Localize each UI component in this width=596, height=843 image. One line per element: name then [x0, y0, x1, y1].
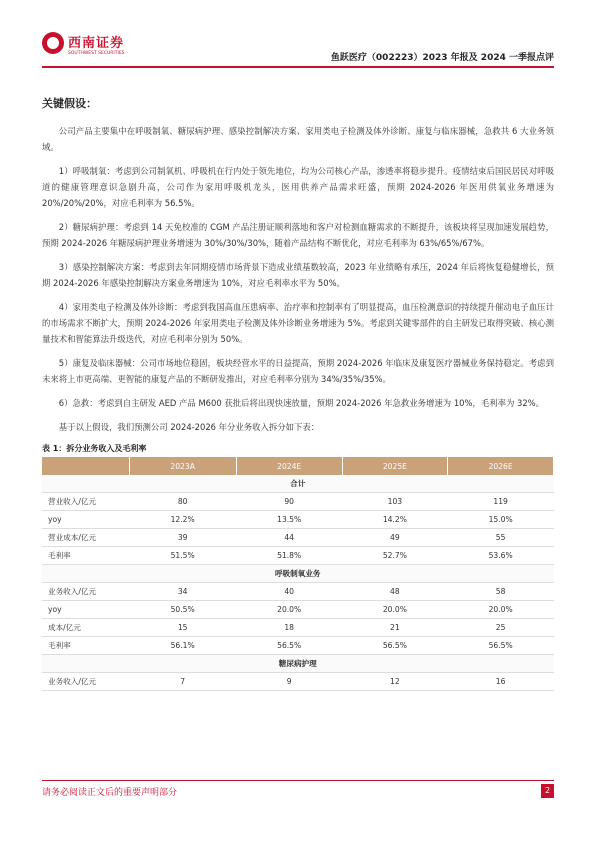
table-cell: 49: [342, 529, 448, 547]
table-cell: 21: [342, 619, 448, 637]
table-cell: 16: [448, 673, 554, 691]
table-cell: 20.0%: [342, 601, 448, 619]
table-header-row: [42, 458, 554, 476]
table-cell: 58: [448, 583, 554, 601]
table-cell: 34: [129, 583, 236, 601]
paragraph: 4）家用类电子检测及体外诊断：考虑到我国高血压患病率、治疗率和控制率有了明显提高，血压检测意识的持续提升催动电子血压计的市场需求不断扩大，预期 2024-2026 年家用类电子检测及体外诊断业务增速为 5%。考虑到关键零部件的自主研发已取得突破、核心测量技术和智能算法升级迭代，对应毛利率分别为 50%。: [42, 302, 554, 344]
column-header: [42, 458, 129, 476]
row-label: yoy: [42, 511, 129, 529]
table-cell: 9: [236, 673, 342, 691]
table-cell: 39: [129, 529, 236, 547]
table-section-row: [42, 655, 554, 673]
table-cell: 90: [236, 493, 342, 511]
section-name: 呼吸制氧业务: [42, 565, 554, 583]
table-cell: 55: [448, 529, 554, 547]
table-cell: 56.5%: [236, 637, 342, 655]
paragraph: 基于以上假设，我们预测公司 2024-2026 年分业务收入拆分如下表：: [58, 422, 320, 432]
column-header: 2023A: [129, 458, 236, 476]
column-header: 2024E: [236, 458, 342, 476]
section-name: 合计: [42, 475, 554, 493]
table-row: [42, 619, 554, 637]
table-cell: 44: [236, 529, 342, 547]
table-cell: 51.8%: [236, 547, 342, 565]
footer-divider: [42, 780, 554, 781]
table-row: [42, 511, 554, 529]
table-cell: 103: [342, 493, 448, 511]
page-number: 2: [541, 784, 554, 798]
paragraph: 3）感染控制解决方案：考虑到去年同期疫情市场背景下造成业绩基数较高，2023 年业绩略有承压，2024 年后将恢复稳健增长，预期 2024-2026 年感染控制解决方案业务增速为 10%，对应毛利率水平为 50%。: [42, 262, 554, 288]
table-cell: 20.0%: [448, 601, 554, 619]
table-cell: 119: [448, 493, 554, 511]
column-header: 2025E: [342, 458, 448, 476]
row-label: 业务收入/亿元: [42, 583, 129, 601]
page-header: [42, 30, 554, 68]
column-header: 2026E: [448, 458, 554, 476]
row-label: 营业成本/亿元: [42, 529, 129, 547]
table-cell: 15.0%: [448, 511, 554, 529]
logo-name-en: SOUTHWEST SECURITIES: [68, 51, 125, 56]
row-label: 业务收入/亿元: [42, 673, 129, 691]
section-title: 关键假设：: [42, 97, 97, 110]
disclaimer-note: 请务必阅读正文后的重要声明部分: [42, 788, 178, 798]
paragraph: 公司产品主要集中在呼吸制氧、糖尿病护理、感染控制解决方案、家用类电子检测及体外诊断、康复与临床器械，急救共 6 大业务领域。: [42, 126, 554, 152]
table-title: 表 1：拆分业务收入及毛利率: [42, 444, 147, 453]
row-label: 成本/亿元: [42, 619, 129, 637]
table-cell: 50.5%: [129, 601, 236, 619]
row-label: yoy: [42, 601, 129, 619]
report-title: 鱼跃医疗（002223）2023 年报及 2024 一季报点评: [330, 53, 554, 63]
table-cell: 52.7%: [342, 547, 448, 565]
table-cell: 12.2%: [129, 511, 236, 529]
table-row: [42, 529, 554, 547]
row-label: 毛利率: [42, 637, 129, 655]
table-cell: 18: [236, 619, 342, 637]
paragraph: 2）糖尿病护理：考虑到 14 天免校准的 CGM 产品注册证顺利落地和客户对检测血糖需求的不断提升，该板块将呈现加速发展趋势，预期 2024-2026 年糖尿病护理业务增速为 30%/30%/30%，随着产品结构不断优化，对应毛利率为 63%/65%/67%。: [42, 222, 554, 248]
logo-name: 西南证券: [68, 36, 125, 51]
revenue-table: [42, 457, 554, 691]
table-cell: 20.0%: [236, 601, 342, 619]
table-cell: 56.5%: [448, 637, 554, 655]
table-row: [42, 637, 554, 655]
logo-mark-icon: [42, 32, 64, 54]
header-divider: [42, 66, 554, 68]
table-row: [42, 547, 554, 565]
table-cell: 7: [129, 673, 236, 691]
table-cell: 40: [236, 583, 342, 601]
table-row: [42, 601, 554, 619]
table-section-row: [42, 475, 554, 493]
table-row: [42, 493, 554, 511]
row-label: 营业收入/亿元: [42, 493, 129, 511]
table-cell: 48: [342, 583, 448, 601]
paragraph: 5）康复及临床器械：公司市场地位稳固，板块经营水平的日益提高，预期 2024-2026 年临床及康复医疗器械业务保持稳定。考虑到未来将上市更高端、更智能的康复产品的不断研发推出，对应毛利率分别为 34%/35%/35%。: [42, 358, 554, 384]
paragraph: 6）急救：考虑到自主研发 AED 产品 M600 获批后将出现快速放量，预期 2024-2026 年急救业务增速为 10%，毛利率为 32%。: [58, 398, 544, 408]
table-cell: 80: [129, 493, 236, 511]
table-row: [42, 673, 554, 691]
table-cell: 14.2%: [342, 511, 448, 529]
company-logo: [42, 32, 162, 66]
table-cell: 25: [448, 619, 554, 637]
table-cell: 12: [342, 673, 448, 691]
table-cell: 13.5%: [236, 511, 342, 529]
section-name: 糖尿病护理: [42, 655, 554, 673]
table-row: [42, 583, 554, 601]
row-label: 毛利率: [42, 547, 129, 565]
paragraph: 1）呼吸制氧：考虑到公司制氧机、呼吸机在行内处于领先地位，均为公司核心产品，渗透率将稳步提升。疫情结束后国民居民对呼吸道的健康管理意识急剧升高，公司作为家用呼吸机龙头，医用供养产品需求旺盛，预期 2024-2026 年医用供氧业务增速为 20%/20%/20%，对应毛利率为 56.5%。: [42, 166, 554, 208]
table-cell: 56.5%: [342, 637, 448, 655]
table-cell: 53.6%: [448, 547, 554, 565]
table-cell: 15: [129, 619, 236, 637]
main-content: [42, 95, 554, 691]
table-cell: 51.5%: [129, 547, 236, 565]
table-cell: 56.1%: [129, 637, 236, 655]
table-section-row: [42, 565, 554, 583]
